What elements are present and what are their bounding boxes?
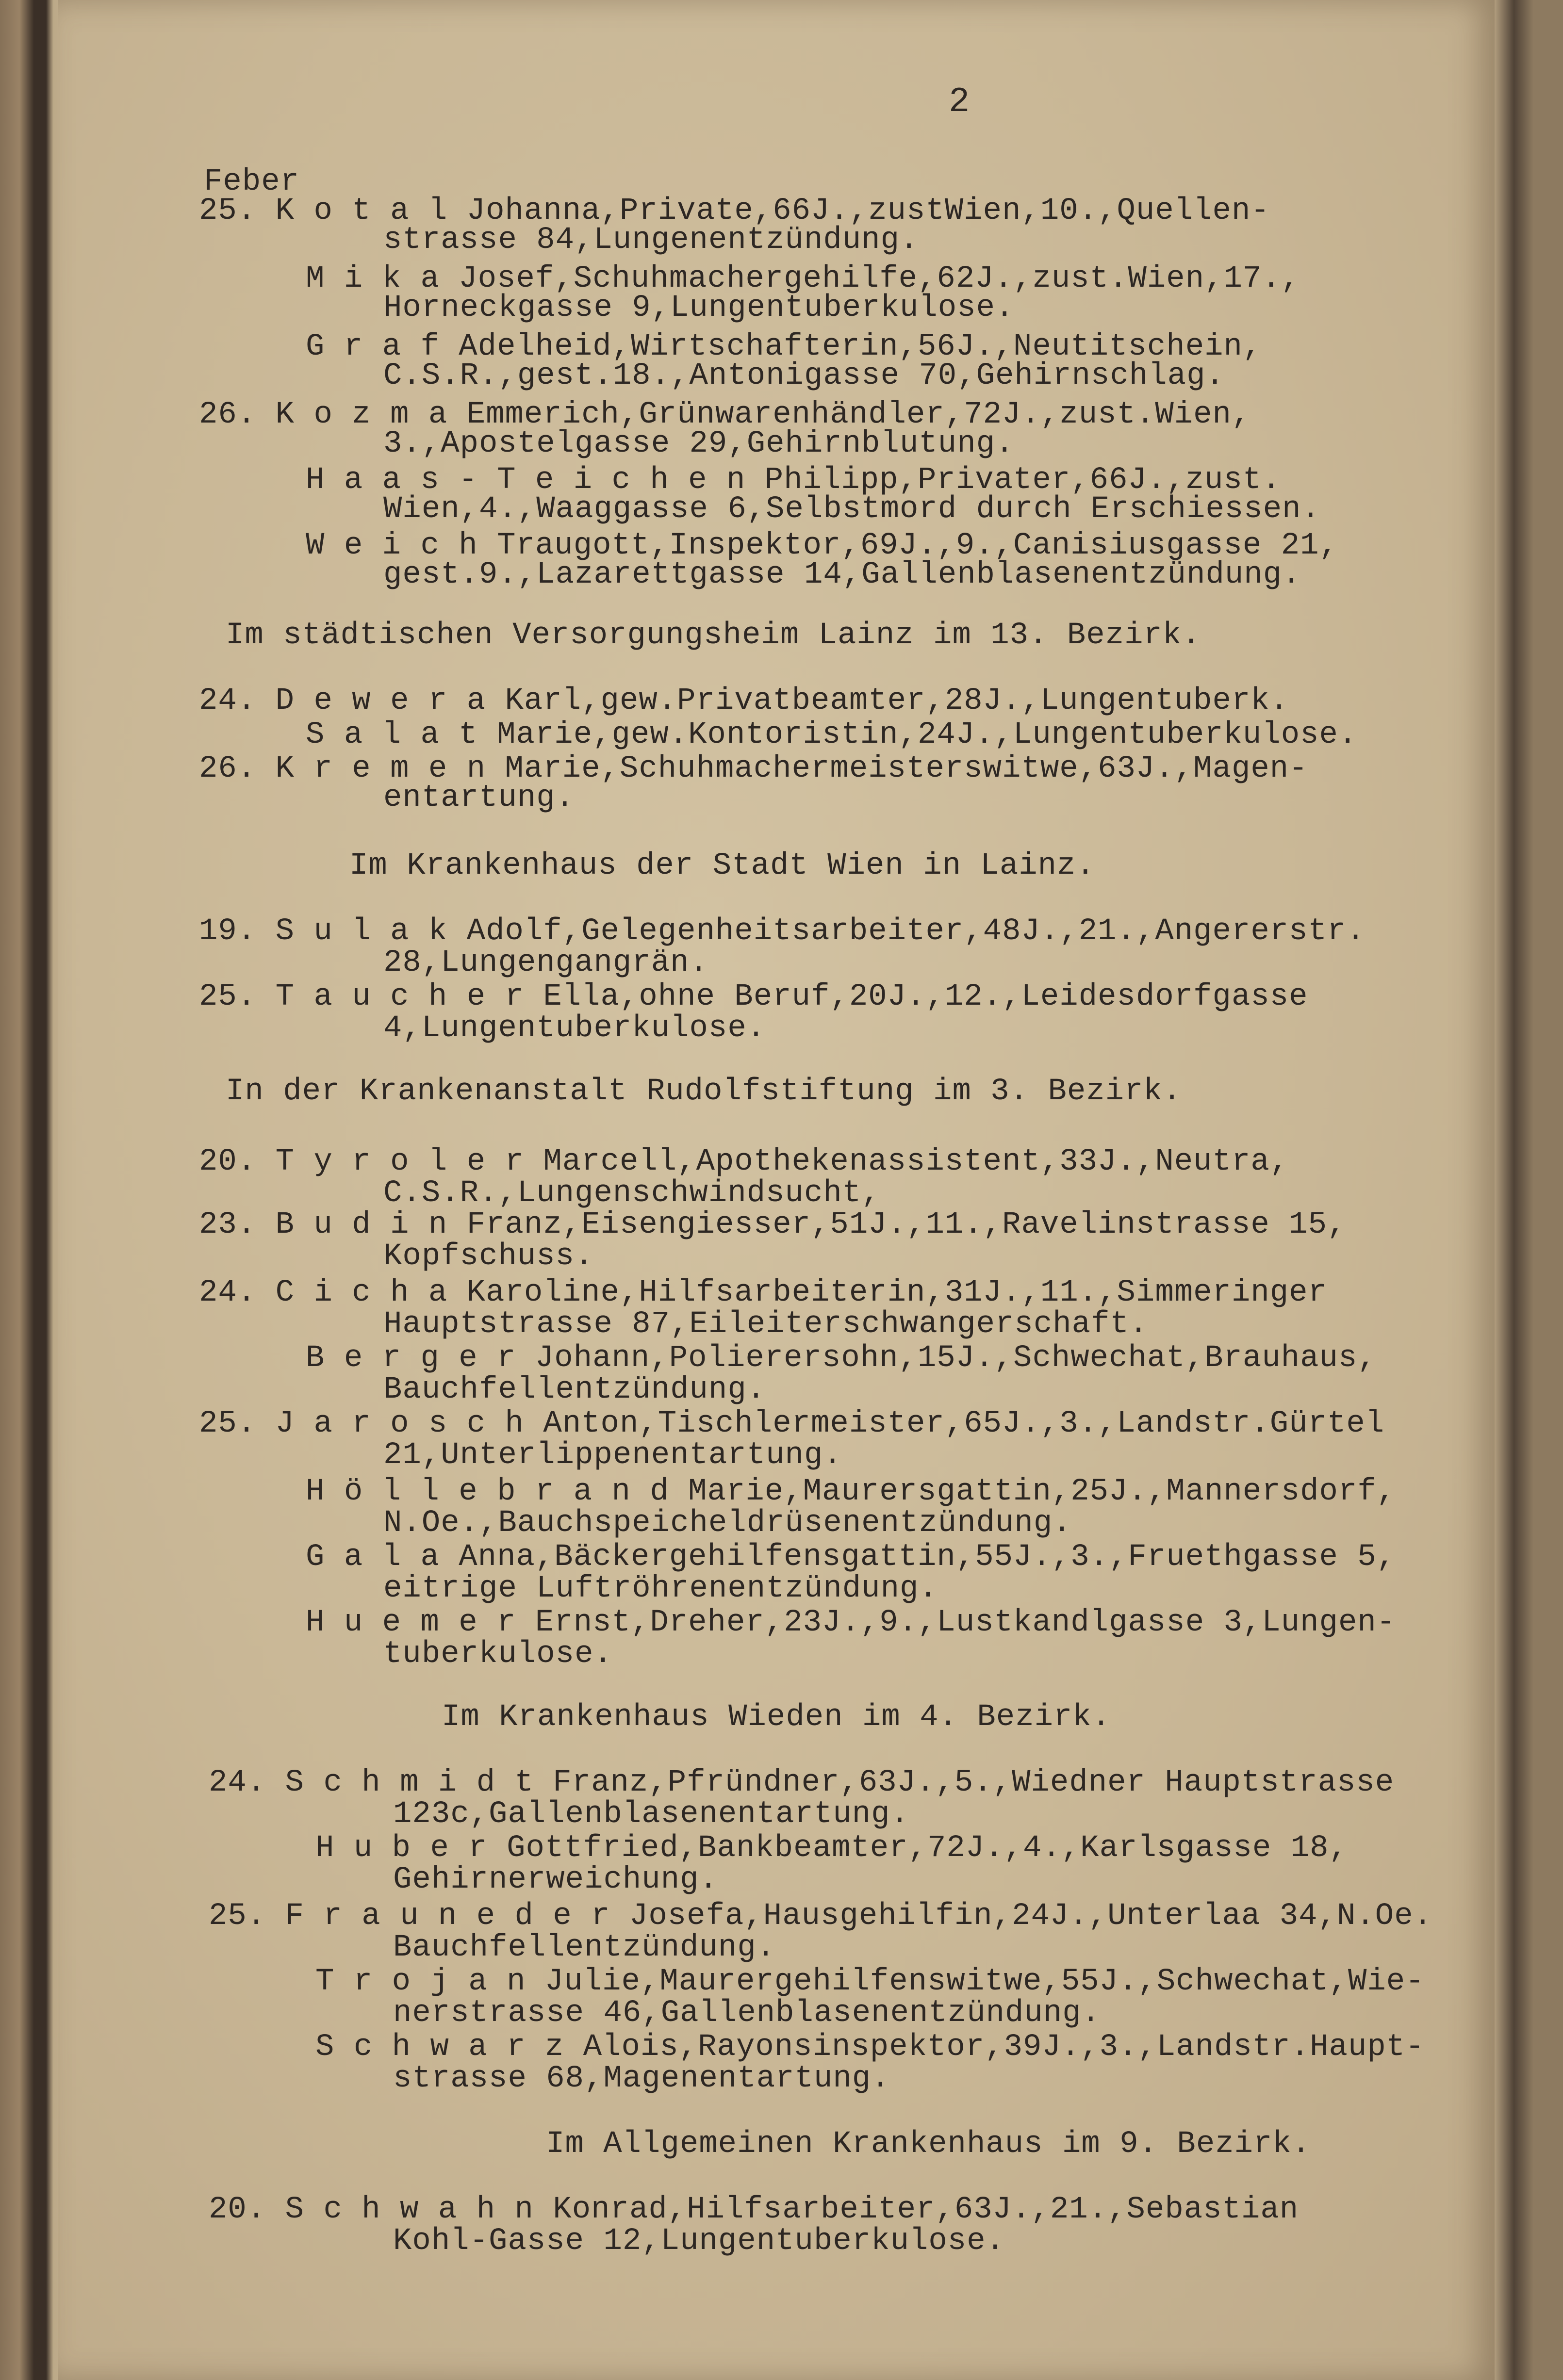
entry-line: Hauptstrasse 87,Eileiterschwangerschaft.: [383, 1307, 1149, 1342]
document-paper: [58, 0, 1495, 2380]
entry-line: H ö l l e b r a n d Marie,Maurersgattin,25J.,Mannersdorf,: [306, 1474, 1396, 1509]
entry-line: S a l a t Marie,gew.Kontoristin,24J.,Lungentuberkulose.: [306, 717, 1358, 752]
entry-line: strasse 84,Lungenentzündung.: [383, 223, 919, 258]
section-heading: Im Krankenhaus der Stadt Wien in Lainz.: [349, 848, 1095, 883]
entry-line: 25. T a u c h e r Ella,ohne Beruf,20J.,12.,Leidesdorfgasse: [199, 979, 1308, 1014]
entry-line: 23. B u d i n Franz,Eisengiesser,51J.,11.,Ravelinstrasse 15,: [199, 1207, 1347, 1242]
section-heading: In der Krankenanstalt Rudolfstiftung im 3. Bezirk.: [226, 1074, 1182, 1109]
section-heading: Im Krankenhaus Wieden im 4. Bezirk.: [442, 1700, 1111, 1735]
entry-line: C.S.R.,gest.18.,Antonigasse 70,Gehirnschlag.: [383, 359, 1225, 393]
entry-line: Kohl-Gasse 12,Lungentuberkulose.: [393, 2224, 1005, 2259]
entry-line: Gehirnerweichung.: [393, 1862, 718, 1897]
entry-line: tuberkulose.: [383, 1637, 613, 1672]
entry-line: 21,Unterlippenentartung.: [383, 1438, 842, 1473]
entry-line: gest.9.,Lazarettgasse 14,Gallenblasenentzündung.: [383, 557, 1301, 592]
entry-line: Wien,4.,Waaggasse 6,Selbstmord durch Erschiessen.: [383, 492, 1320, 527]
month-heading: Feber: [204, 164, 300, 199]
entry-line: G r a f Adelheid,Wirtschafterin,56J.,Neutitschein,: [306, 329, 1262, 364]
entry-line: S c h w a r z Alois,Rayonsinspektor,39J.,3.,Landstr.Haupt-: [315, 2030, 1425, 2065]
section-heading: Im städtischen Versorgungsheim Lainz im 13. Bezirk.: [226, 618, 1201, 653]
entry-line: H u b e r Gottfried,Bankbeamter,72J.,4.,Karlsgasse 18,: [315, 1831, 1348, 1866]
entry-line: 20. S c h w a h n Konrad,Hilfsarbeiter,63J.,21.,Sebastian: [209, 2192, 1299, 2227]
entry-line: B e r g e r Johann,Polierersohn,15J.,Schwechat,Brauhaus,: [306, 1341, 1377, 1376]
entry-line: N.Oe.,Bauchspeicheldrüsenentzündung.: [383, 1506, 1072, 1541]
entry-line: 24. S c h m i d t Franz,Pfründner,63J.,5.,Wiedner Hauptstrasse: [209, 1765, 1395, 1800]
entry-line: G a l a Anna,Bäckergehilfensgattin,55J.,3.,Fruethgasse 5,: [306, 1540, 1396, 1575]
entry-line: 25. J a r o s c h Anton,Tischlermeister,65J.,3.,Landstr.Gürtel: [199, 1406, 1385, 1441]
entry-line: 19. S u l a k Adolf,Gelegenheitsarbeiter,48J.,21.,Angererstr.: [199, 914, 1366, 949]
entry-line: Bauchfellentzündung.: [383, 1372, 766, 1407]
entry-line: Bauchfellentzündung.: [393, 1930, 776, 1965]
entry-line: H u e m e r Ernst,Dreher,23J.,9.,Lustkandlgasse 3,Lungen-: [306, 1605, 1396, 1640]
entry-line: eitrige Luftröhrenentzündung.: [383, 1571, 938, 1606]
entry-line: M i k a Josef,Schuhmachergehilfe,62J.,zust.Wien,17.,: [306, 261, 1300, 296]
entry-line: 25. K o t a l Johanna,Private,66J.,zustWien,10.,Quellen-: [199, 194, 1270, 228]
entry-line: W e i c h Traugott,Inspektor,69J.,9.,Canisiusgasse 21,: [306, 528, 1338, 563]
entry-line: 123c,Gallenblasenentartung.: [393, 1797, 909, 1832]
entry-line: Horneckgasse 9,Lungentuberkulose.: [383, 291, 1015, 326]
entry-line: 24. D e w e r a Karl,gew.Privatbeamter,28J.,Lungentuberk.: [199, 684, 1289, 718]
entry-line: Kopfschuss.: [383, 1239, 594, 1274]
entry-line: T r o j a n Julie,Maurergehilfenswitwe,55J.,Schwechat,Wie-: [315, 1964, 1425, 1999]
entry-line: H a a s - T e i c h e n Philipp,Privater,66J.,zust.: [306, 463, 1281, 498]
entry-line: 24. C i c h a Karoline,Hilfsarbeiterin,31J.,11.,Simmeringer: [199, 1275, 1327, 1310]
entry-line: 28,Lungengangrän.: [383, 945, 708, 980]
page-number: 2: [949, 82, 971, 122]
entry-line: 26. K r e m e n Marie,Schuhmachermeisterswitwe,63J.,Magen-: [199, 751, 1308, 786]
entry-line: C.S.R.,Lungenschwindsucht,: [383, 1176, 881, 1211]
entry-line: 26. K o z m a Emmerich,Grünwarenhändler,72J.,zust.Wien,: [199, 397, 1251, 432]
entry-line: strasse 68,Magenentartung.: [393, 2061, 890, 2096]
entry-line: 20. T y r o l e r Marcell,Apothekenassistent,33J.,Neutra,: [199, 1144, 1289, 1179]
entry-line: entartung.: [383, 781, 575, 815]
entry-line: 4,Lungentuberkulose.: [383, 1011, 766, 1046]
section-heading: Im Allgemeinen Krankenhaus im 9. Bezirk.: [546, 2127, 1311, 2162]
entry-line: 25. F r a u n e d e r Josefa,Hausgehilfin,24J.,Unterlaa 34,N.Oe.: [209, 1899, 1432, 1934]
entry-line: 3.,Apostelgasse 29,Gehirnblutung.: [383, 426, 1015, 461]
entry-line: nerstrasse 46,Gallenblasenentzündung.: [393, 1996, 1101, 2031]
